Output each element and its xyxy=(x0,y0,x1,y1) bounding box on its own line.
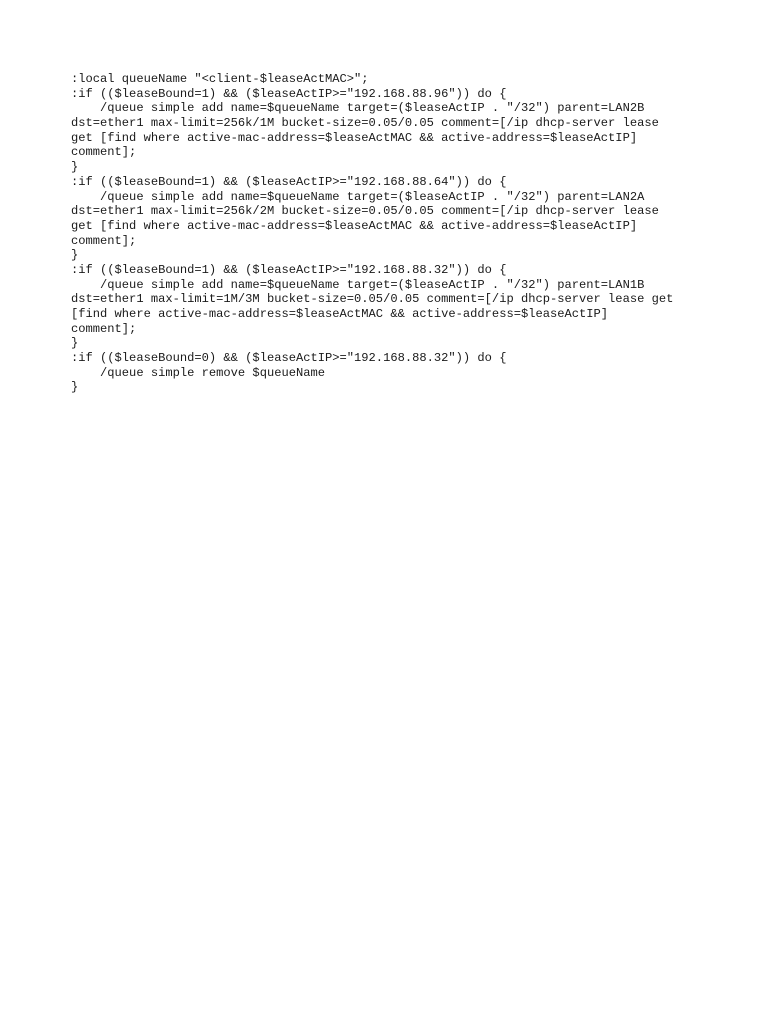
code-line: } xyxy=(71,160,79,175)
code-line: } xyxy=(71,336,79,351)
code-line: :if (($leaseBound=1) && ($leaseActIP>="192.168.88.96")) do { xyxy=(71,86,507,101)
code-line: /queue simple add name=$queueName target=($leaseActIP . "/32") parent=LAN1B xyxy=(71,277,645,292)
code-line: comment]; xyxy=(71,233,137,248)
code-line: :if (($leaseBound=1) && ($leaseActIP>="192.168.88.32")) do { xyxy=(71,262,507,277)
code-line: :local queueName "<client-$leaseActMAC>"; xyxy=(71,72,369,86)
code-line: } xyxy=(71,248,79,263)
code-line: get [find where active-mac-address=$leaseActMAC && active-address=$leaseActIP] xyxy=(71,218,638,233)
code-line: /queue simple remove $queueName xyxy=(71,365,326,380)
code-line: dst=ether1 max-limit=1M/3M bucket-size=0.05/0.05 comment=[/ip dhcp-server lease get xyxy=(71,292,674,307)
code-line: :if (($leaseBound=0) && ($leaseActIP>="192.168.88.32")) do { xyxy=(71,351,507,366)
code-block xyxy=(71,72,731,395)
code-line: [find where active-mac-address=$leaseActMAC && active-address=$leaseActIP] xyxy=(71,307,609,321)
code-line: get [find where active-mac-address=$leaseActMAC && active-address=$leaseActIP] xyxy=(71,130,638,145)
code-line: /queue simple add name=$queueName target=($leaseActIP . "/32") parent=LAN2A xyxy=(71,189,645,204)
code-line: dst=ether1 max-limit=256k/2M bucket-size=0.05/0.05 comment=[/ip dhcp-server lease xyxy=(71,204,659,219)
code-line: dst=ether1 max-limit=256k/1M bucket-size=0.05/0.05 comment=[/ip dhcp-server lease xyxy=(71,116,659,131)
code-line: :if (($leaseBound=1) && ($leaseActIP>="192.168.88.64")) do { xyxy=(71,174,507,189)
code-line: /queue simple add name=$queueName target=($leaseActIP . "/32") parent=LAN2B xyxy=(71,101,645,116)
code-line: comment]; xyxy=(71,321,137,336)
code-line: } xyxy=(71,380,79,395)
code-line: comment]; xyxy=(71,145,137,160)
